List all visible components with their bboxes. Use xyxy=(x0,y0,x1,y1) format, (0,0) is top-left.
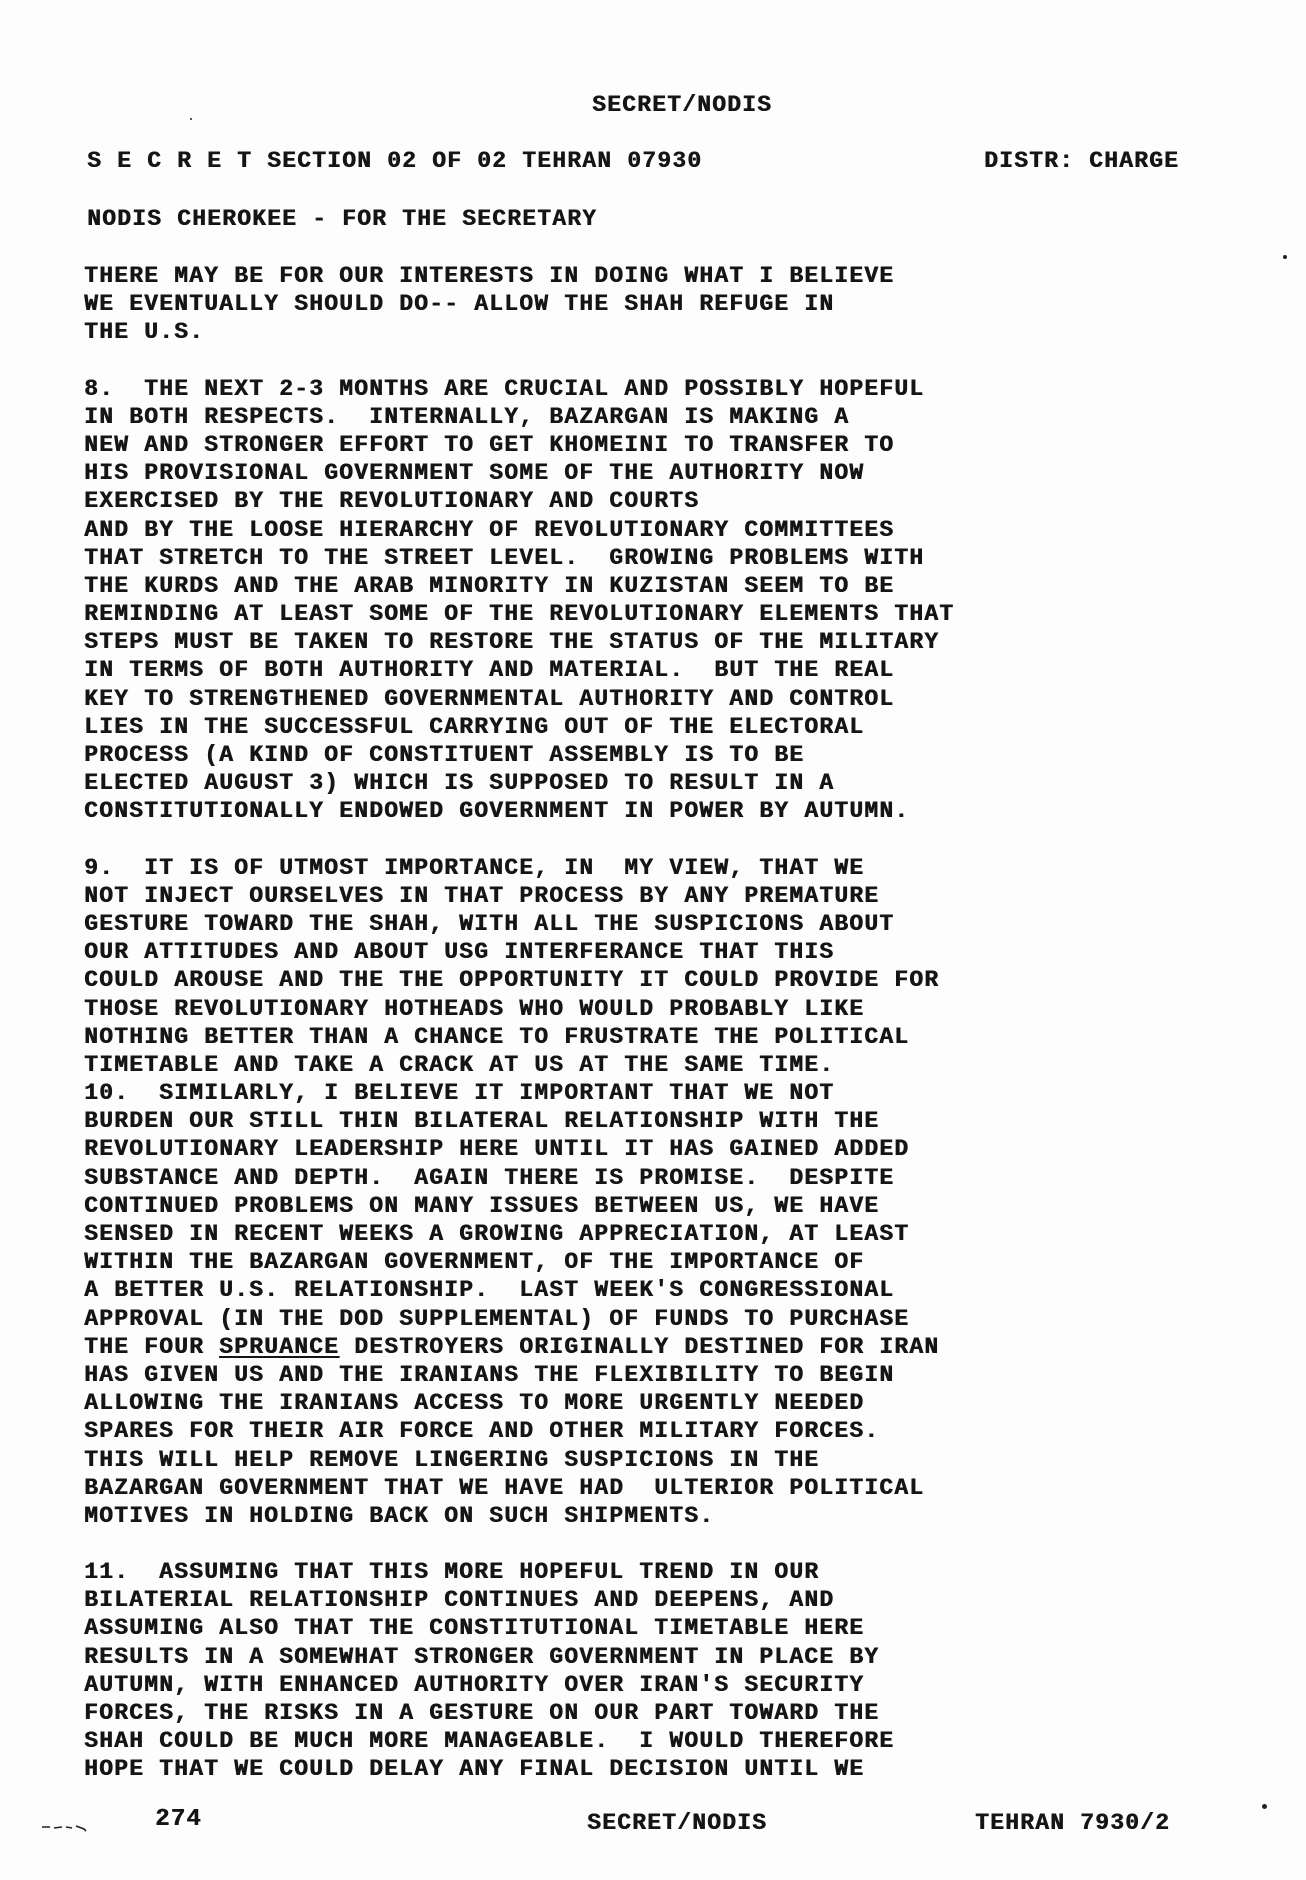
text-line: FORCES, THE RISKS IN A GESTURE ON OUR PART TOWARD THE xyxy=(84,1700,880,1726)
paragraph xyxy=(84,854,1084,1531)
text-line: WITHIN THE BAZARGAN GOVERNMENT, OF THE IMPORTANCE OF xyxy=(84,1249,865,1276)
text-line: SUBSTANCE AND DEPTH. AGAIN THERE IS PROMISE. DESPITE xyxy=(84,1164,895,1191)
text-line: 9. IT IS OF UTMOST IMPORTANCE, IN MY VIEW, THAT WE xyxy=(84,854,865,881)
text-line: BURDEN OUR STILL THIN BILATERAL RELATIONSHIP WITH THE xyxy=(84,1108,880,1135)
text-line: AUTUMN, WITH ENHANCED AUTHORITY OVER IRAN'S SECURITY xyxy=(84,1671,865,1698)
text-line: LIES IN THE SUCCESSFUL CARRYING OUT OF THE ELECTORAL xyxy=(84,713,865,740)
text-line: REMINDING AT LEAST SOME OF THE REVOLUTIONARY ELEMENTS THAT xyxy=(84,601,955,628)
text-line: OUR ATTITUDES AND ABOUT USG INTERFERANCE THAT THIS xyxy=(84,939,835,966)
text-line: THIS WILL HELP REMOVE LINGERING SUSPICIONS IN THE xyxy=(84,1446,820,1473)
paragraph xyxy=(84,262,1084,347)
text-line: CONSTITUTIONALLY ENDOWED GOVERNMENT IN POWER BY AUTUMN. xyxy=(84,798,910,825)
text-line: BILATERIAL RELATIONSHIP CONTINUES AND DEEPENS, AND xyxy=(84,1587,835,1614)
text-line: NOTHING BETTER THAN A CHANCE TO FRUSTRATE THE POLITICAL xyxy=(84,1023,910,1050)
text-line: COULD AROUSE AND THE THE OPPORTUNITY IT COULD PROVIDE FOR xyxy=(84,967,940,994)
text-line: ALLOWING THE IRANIANS ACCESS TO MORE URGENTLY NEEDED xyxy=(84,1390,865,1417)
text-line: HIS PROVISIONAL GOVERNMENT SOME OF THE AUTHORITY NOW xyxy=(84,460,865,487)
paragraph xyxy=(84,375,1084,826)
text-line: NEW AND STRONGER EFFORT TO GET KHOMEINI TO TRANSFER TO xyxy=(84,431,895,458)
text-line: THERE MAY BE FOR OUR INTERESTS IN DOING WHAT I BELIEVE xyxy=(84,263,895,289)
text-line: NOT INJECT OURSELVES IN THAT PROCESS BY ANY PREMATURE xyxy=(84,882,880,909)
message-body xyxy=(84,262,1084,1784)
text-line: A BETTER U.S. RELATIONSHIP. LAST WEEK'S CONGRESSIONAL xyxy=(84,1277,895,1304)
text-line: KEY TO STRENGTHENED GOVERNMENTAL AUTHORITY AND CONTROL xyxy=(84,685,895,712)
text-line: AND BY THE LOOSE HIERARCHY OF REVOLUTIONARY COMMITTEES xyxy=(84,516,895,543)
handwritten-mark xyxy=(40,1822,140,1832)
text-line: THOSE REVOLUTIONARY HOTHEADS WHO WOULD PROBABLY LIKE xyxy=(84,995,865,1022)
text-line: 11. ASSUMING THAT THIS MORE HOPEFUL TREND IN OUR xyxy=(84,1559,820,1586)
text-line: REVOLUTIONARY LEADERSHIP HERE UNTIL IT HAS GAINED ADDED xyxy=(84,1136,910,1163)
text-line: 10. SIMILARLY, I BELIEVE IT IMPORTANT THAT WE NOT xyxy=(84,1080,835,1107)
text-line: ELECTED AUGUST 3) WHICH IS SUPPOSED TO RESULT IN A xyxy=(84,770,835,797)
text-line: THE U.S. xyxy=(84,319,205,346)
paper-speck xyxy=(1262,1804,1267,1809)
text-line: MOTIVES IN HOLDING BACK ON SUCH SHIPMENTS. xyxy=(84,1502,715,1529)
text-line: THE KURDS AND THE ARAB MINORITY IN KUZISTAN SEEM TO BE xyxy=(84,572,895,599)
footer-classification: SECRET/NODIS xyxy=(587,1810,768,1836)
text-line: BAZARGAN GOVERNMENT THAT WE HAVE HAD ULTERIOR POLITICAL xyxy=(84,1474,925,1501)
text-line: APPROVAL (IN THE DOD SUPPLEMENTAL) OF FUNDS TO PURCHASE xyxy=(84,1305,910,1332)
nodis-caption: NODIS CHEROKEE - FOR THE SECRETARY xyxy=(87,206,598,232)
paper-speck xyxy=(190,118,192,120)
text-line: SPARES FOR THEIR AIR FORCE AND OTHER MILITARY FORCES. xyxy=(84,1418,880,1445)
underlined-word: SPRUANCE xyxy=(219,1333,340,1360)
distribution-line: DISTR: CHARGE xyxy=(984,148,1180,174)
text-line: IN TERMS OF BOTH AUTHORITY AND MATERIAL. BUT THE REAL xyxy=(84,657,895,684)
text-line: STEPS MUST BE TAKEN TO RESTORE THE STATUS OF THE MILITARY xyxy=(84,629,940,656)
text-line: THE FOUR SPRUANCE DESTROYERS ORIGINALLY DESTINED FOR IRAN xyxy=(84,1333,940,1360)
text-line: THAT STRETCH TO THE STREET LEVEL. GROWING PROBLEMS WITH xyxy=(84,544,925,571)
header-classification: SECRET/NODIS xyxy=(592,92,773,118)
text-line: PROCESS (A KIND OF CONSTITUENT ASSEMBLY IS TO BE xyxy=(84,742,805,768)
text-line: HAS GIVEN US AND THE IRANIANS THE FLEXIBILITY TO BEGIN xyxy=(84,1361,895,1388)
footer-reference: TEHRAN 7930/2 xyxy=(975,1810,1171,1836)
text-line: IN BOTH RESPECTS. INTERNALLY, BAZARGAN IS MAKING A xyxy=(84,403,850,430)
text-line: 8. THE NEXT 2-3 MONTHS ARE CRUCIAL AND POSSIBLY HOPEFUL xyxy=(84,375,925,402)
text-line: HOPE THAT WE COULD DELAY ANY FINAL DECISION UNTIL WE xyxy=(84,1756,865,1783)
text-line: CONTINUED PROBLEMS ON MANY ISSUES BETWEEN US, WE HAVE xyxy=(84,1192,880,1219)
text-line: TIMETABLE AND TAKE A CRACK AT US AT THE SAME TIME. xyxy=(84,1051,835,1078)
text-line: EXERCISED BY THE REVOLUTIONARY AND COURTS xyxy=(84,488,700,515)
section-line: S E C R E T SECTION 02 OF 02 TEHRAN 07930 xyxy=(87,148,703,174)
page-number: 274 xyxy=(155,1806,202,1833)
text-line: ASSUMING ALSO THAT THE CONSTITUTIONAL TIMETABLE HERE xyxy=(84,1615,865,1642)
text-line: SENSED IN RECENT WEEKS A GROWING APPRECIATION, AT LEAST xyxy=(84,1221,910,1247)
paragraph xyxy=(84,1558,1084,1784)
text-line: RESULTS IN A SOMEWHAT STRONGER GOVERNMENT IN PLACE BY xyxy=(84,1643,880,1670)
text-line: SHAH COULD BE MUCH MORE MANAGEABLE. I WOULD THEREFORE xyxy=(84,1728,895,1755)
text-line: GESTURE TOWARD THE SHAH, WITH ALL THE SUSPICIONS ABOUT xyxy=(84,910,895,937)
paper-speck xyxy=(1283,255,1287,259)
text-line: WE EVENTUALLY SHOULD DO-- ALLOW THE SHAH REFUGE IN xyxy=(84,291,835,318)
